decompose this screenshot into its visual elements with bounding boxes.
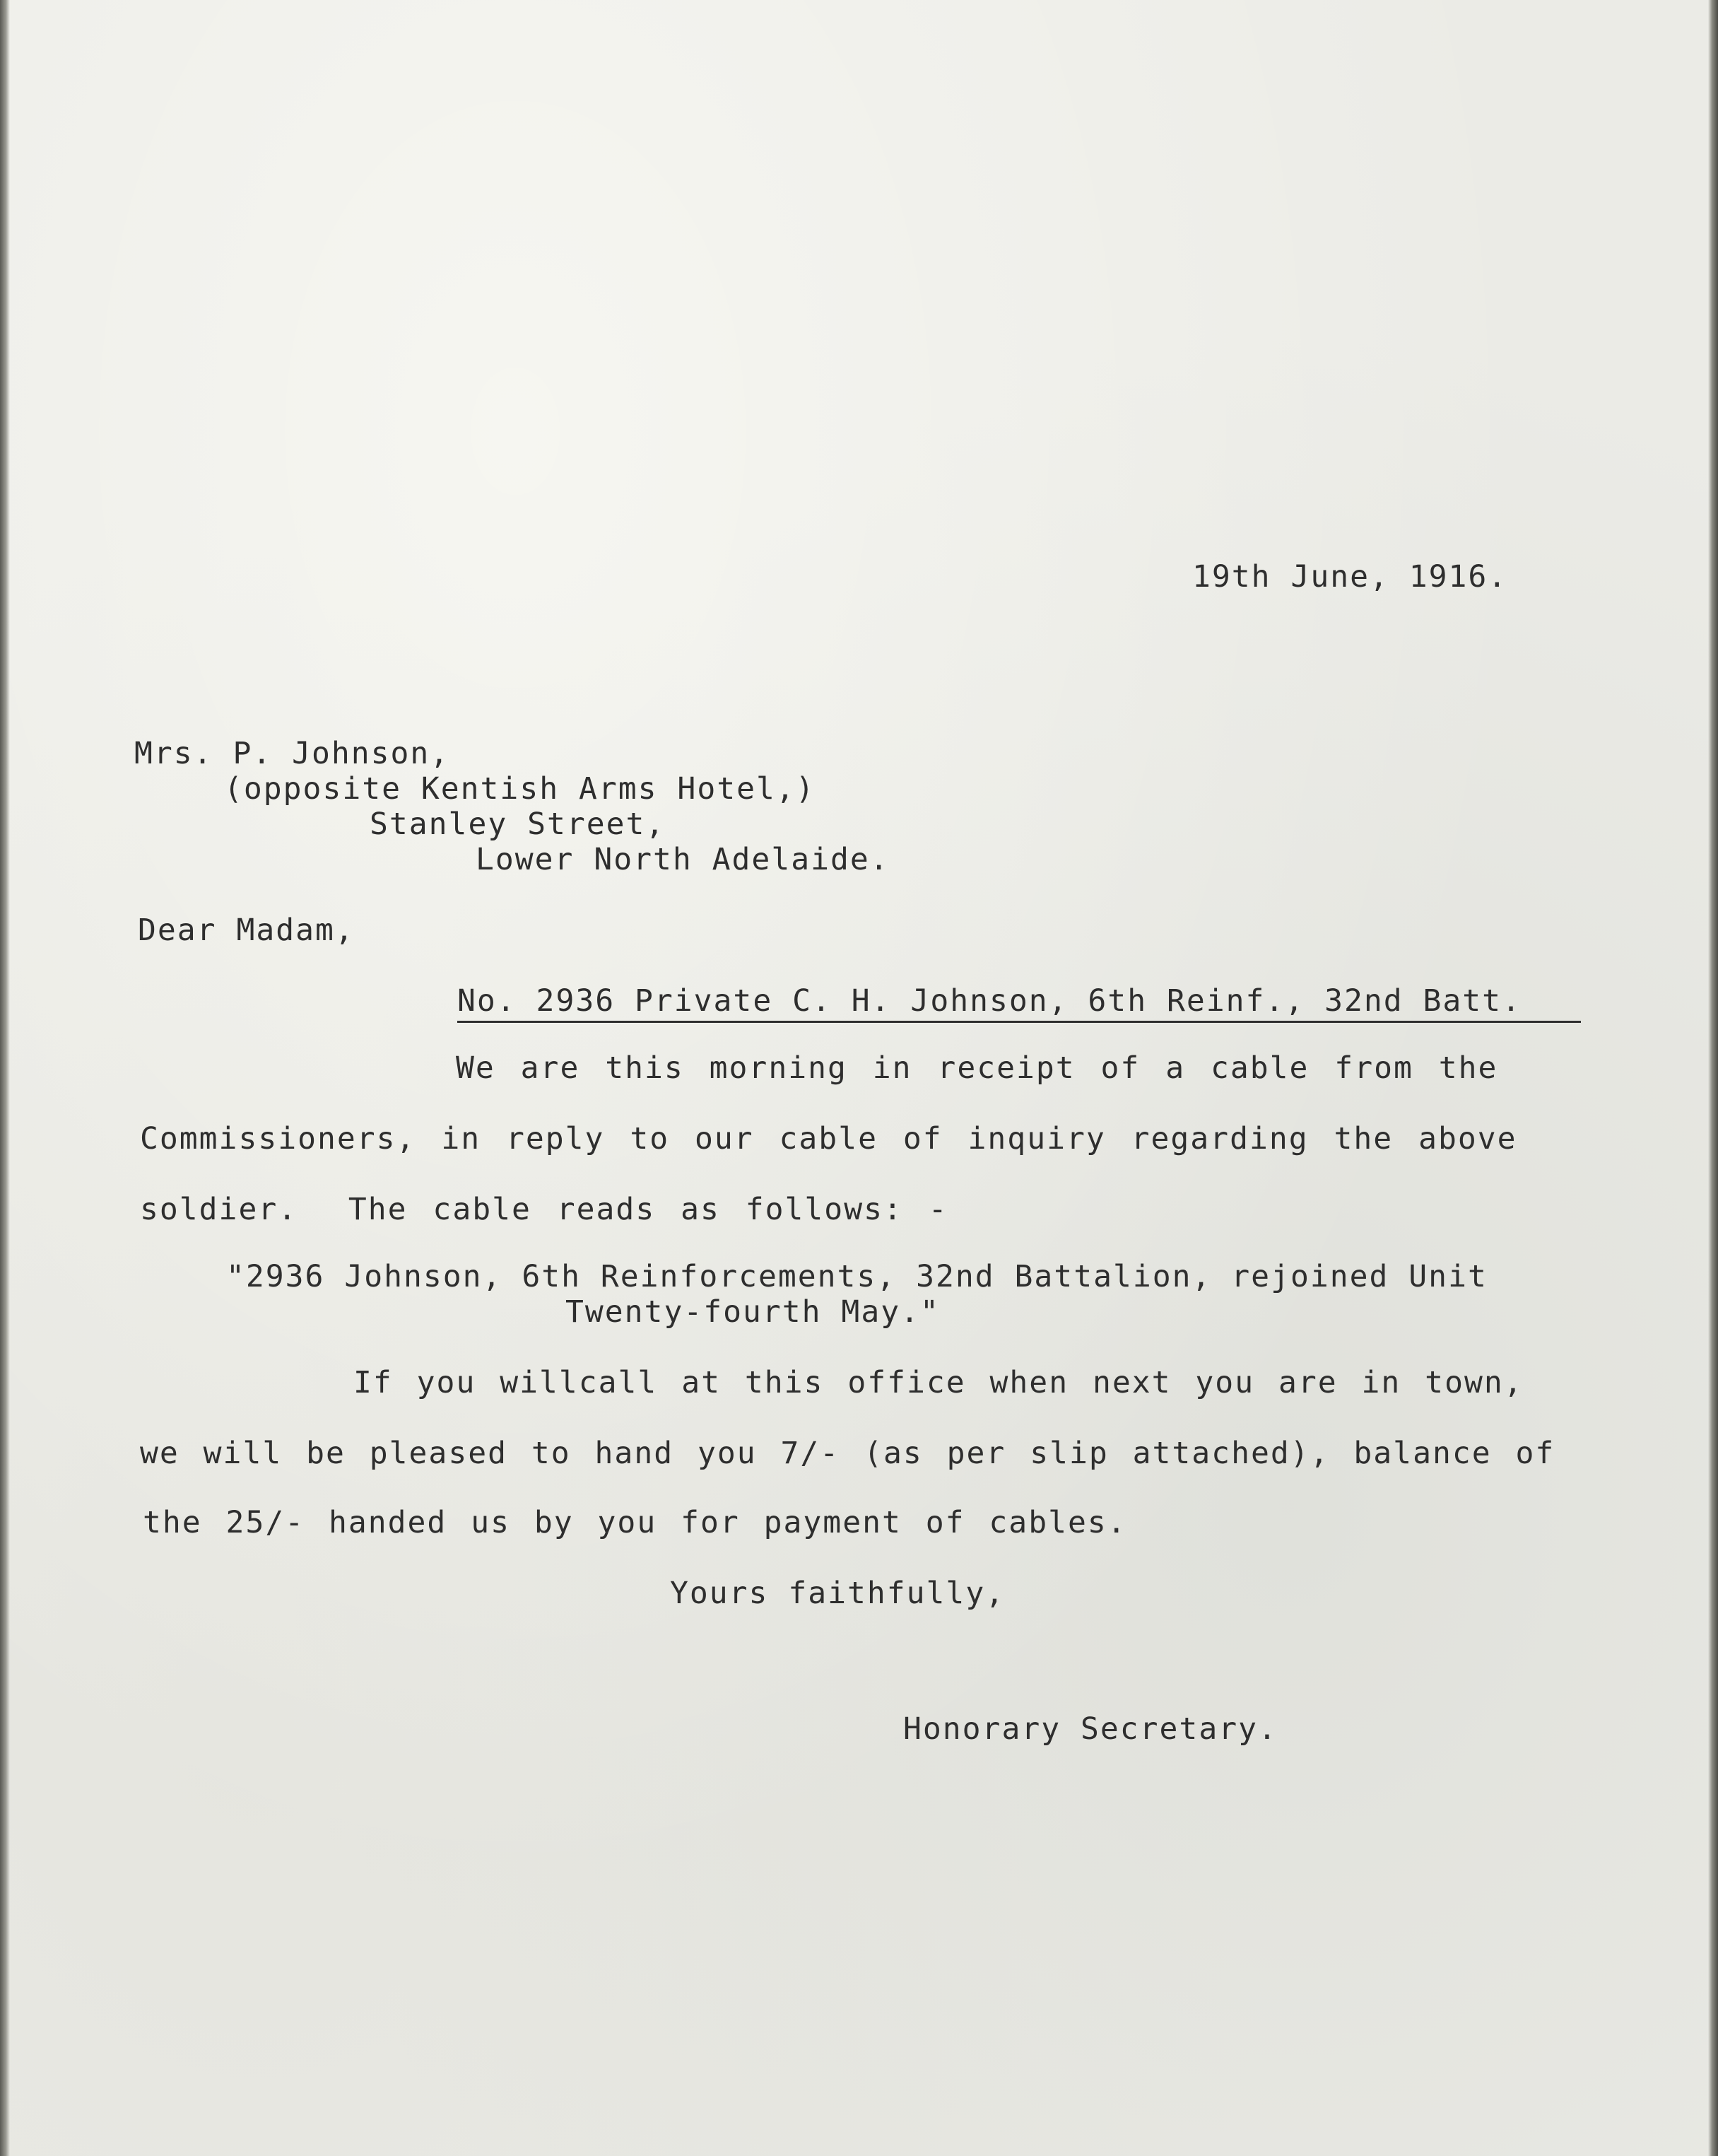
recipient-address-line: (opposite Kentish Arms Hotel,)	[224, 771, 816, 807]
body-paragraph-2-line-3: the 25/- handed us by you for payment of cables.	[143, 1505, 1127, 1540]
cable-quote-line-1: "2936 Johnson, 6th Reinforcements, 32nd Battalion, rejoined Unit	[226, 1259, 1488, 1294]
subject-line: No. 2936 Private C. H. Johnson, 6th Reinf., 32nd Batt.	[457, 986, 1581, 1023]
body-paragraph-1-line-1: We are this morning in receipt of a cable from the	[456, 1050, 1498, 1086]
body-paragraph-1-line-2: Commissioners, in reply to our cable of inquiry regarding the above	[140, 1121, 1517, 1156]
body-paragraph-2-line-1: If you willcall at this office when next you are in town,	[353, 1365, 1524, 1400]
body-paragraph-1-line-3: soldier. The cable reads as follows: -	[140, 1192, 948, 1227]
body-paragraph-2-line-2: we will be pleased to hand you 7/- (as per slip attached), balance of	[140, 1436, 1555, 1471]
recipient-suburb: Lower North Adelaide.	[476, 842, 890, 877]
recipient-name: Mrs. P. Johnson,	[134, 736, 450, 771]
signature-title: Honorary Secretary.	[903, 1711, 1278, 1747]
letter-date: 19th June, 1916.	[1192, 559, 1508, 594]
salutation: Dear Madam,	[138, 913, 355, 948]
recipient-street: Stanley Street,	[370, 807, 666, 842]
page-edge-left	[0, 0, 10, 2156]
cable-quote-line-2: Twenty-fourth May."	[565, 1294, 940, 1330]
closing: Yours faithfully,	[670, 1576, 1006, 1611]
page-edge-right	[1708, 0, 1718, 2156]
